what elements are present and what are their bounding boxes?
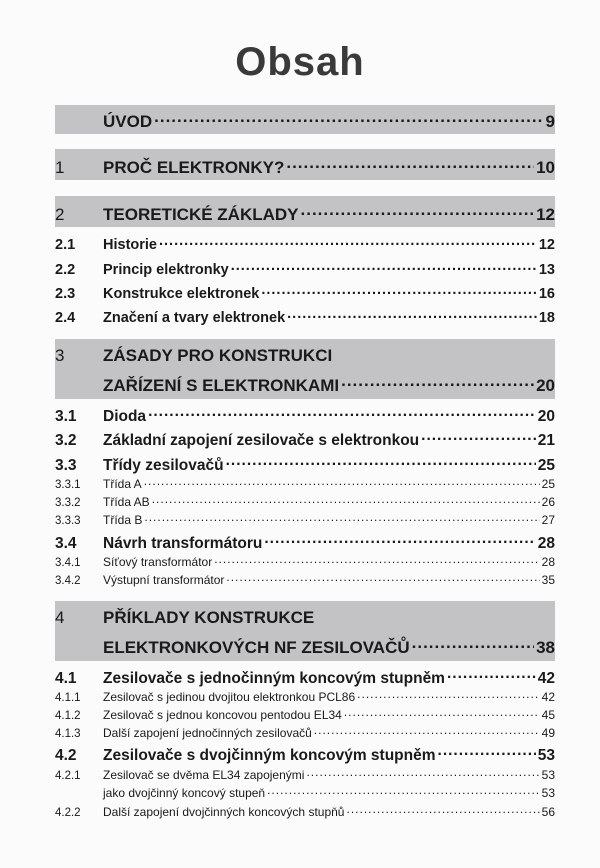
toc-entry-3-3-2[interactable]	[55, 494, 555, 509]
entry-number: 2.1	[55, 236, 76, 253]
entry-number: 3.4.1	[55, 557, 81, 569]
leader-dots	[438, 744, 536, 760]
entry-number: 4.1.1	[55, 692, 81, 704]
entry-label: TEORETICKÉ ZÁKLADY	[103, 205, 299, 224]
entry-label: Návrh transformátoru	[103, 534, 263, 552]
entry-number: 3.1	[55, 407, 77, 425]
entry-number: 3.4.2	[55, 575, 81, 587]
entry-number: 4.2.2	[55, 807, 81, 819]
entry-number: 3.4	[55, 534, 77, 552]
entry-page: 18	[538, 309, 555, 326]
toc-entry-4-1-1[interactable]	[55, 689, 555, 704]
leader-dots	[447, 667, 536, 683]
entry-number: 4	[55, 608, 65, 627]
entry-page: 20	[537, 407, 555, 425]
leader-dots	[152, 494, 540, 506]
toc-entry-4-1[interactable]	[55, 667, 555, 688]
leader-dots	[226, 454, 536, 470]
toc-entry-4[interactable]	[55, 636, 555, 658]
toc-entry-1[interactable]	[55, 156, 555, 178]
leader-dots	[412, 636, 534, 653]
entry-label: Zesilovače s jednočinným koncovým stupněm	[103, 669, 445, 687]
page-title: Obsah	[235, 40, 365, 84]
leader-dots	[346, 804, 539, 816]
toc-entry-2-3[interactable]	[55, 283, 555, 302]
entry-label: Třída A	[103, 477, 142, 491]
entry-label: ELEKTRONKOVÝCH NF ZESILOVAČŮ	[103, 638, 410, 657]
entry-page: 38	[536, 638, 555, 657]
toc-entry-3-3-1[interactable]	[55, 476, 555, 491]
entry-number: 4.2	[55, 746, 77, 764]
entry-number: 4.1.3	[55, 728, 81, 740]
toc-entry-3-line1	[55, 346, 555, 366]
entry-page: 28	[541, 555, 555, 569]
leader-dots	[344, 707, 540, 719]
entry-page: 45	[541, 708, 555, 722]
entry-number: 2.3	[55, 285, 76, 302]
entry-number: 3	[55, 346, 65, 365]
toc-entry-2[interactable]	[55, 203, 555, 225]
entry-label: Další zapojení dvojčinných koncových stupňů	[103, 805, 345, 819]
entry-page: 12	[536, 205, 555, 224]
toc-entry-4-line1	[55, 608, 555, 628]
entry-page: 20	[536, 376, 555, 395]
toc-entry-3-1[interactable]	[55, 405, 555, 426]
toc-entry-2-1[interactable]	[55, 234, 555, 253]
entry-page: 10	[536, 158, 555, 177]
entry-label-line1: ZÁSADY PRO KONSTRUKCI	[103, 346, 333, 365]
toc-entry-3-3-3[interactable]	[55, 512, 555, 527]
entry-page: 28	[537, 534, 555, 552]
entry-label-line1: Zesilovač se dvěma EL34 zapojenými	[103, 768, 305, 782]
entry-page: 13	[538, 261, 555, 278]
entry-page: 12	[538, 236, 555, 253]
entry-label: Historie	[103, 236, 157, 253]
entry-label-line1: PŘÍKLADY KONSTRUKCE	[103, 608, 315, 627]
toc-entry-4-1-2[interactable]	[55, 707, 555, 722]
leader-dots	[264, 532, 535, 548]
entry-label: Další zapojení jednočinných zesilovačů	[103, 726, 312, 740]
entry-label: Zesilovač s jednou koncovou pentodou EL34	[103, 708, 342, 722]
leader-dots	[287, 307, 537, 322]
leader-dots	[231, 259, 537, 274]
entry-label: PROČ ELEKTRONKY?	[103, 158, 285, 177]
entry-page: 56	[541, 805, 555, 819]
entry-label: ZAŘÍZENÍ S ELEKTRONKAMI	[103, 376, 340, 395]
entry-number: 3.3.2	[55, 497, 81, 509]
leader-dots	[159, 234, 537, 249]
entry-page: 27	[541, 513, 555, 527]
leader-dots	[357, 689, 539, 701]
leader-dots	[214, 554, 539, 566]
entry-number: 3.3.3	[55, 515, 81, 527]
toc-entry-3-3[interactable]	[55, 454, 555, 475]
toc-entry-4-2[interactable]	[55, 744, 555, 765]
entry-label: Třída B	[103, 513, 143, 527]
entry-label: ÚVOD	[103, 112, 153, 131]
entry-page: 53	[541, 786, 555, 800]
entry-number: 2	[55, 205, 65, 224]
entry-label: jako dvojčinný koncový stupeň	[103, 786, 266, 800]
leader-dots	[148, 405, 536, 421]
entry-page: 42	[541, 690, 555, 704]
entry-label: Zesilovač s jedinou dvojitou elektronkou PCL86	[103, 690, 356, 704]
entry-page: 42	[537, 669, 555, 687]
toc-entry-2-2[interactable]	[55, 259, 555, 278]
leader-dots	[421, 429, 536, 445]
leader-dots	[154, 110, 543, 127]
toc-entry-3-4-1[interactable]	[55, 554, 555, 569]
entry-number: 2.2	[55, 261, 76, 278]
entry-page: 25	[541, 477, 555, 491]
leader-dots	[286, 156, 534, 173]
entry-label: Dioda	[103, 407, 147, 425]
entry-label: Třídy zesilovačů	[103, 456, 224, 474]
entry-number: 4.1.2	[55, 710, 81, 722]
toc-entry-4-1-3[interactable]	[55, 725, 555, 740]
leader-dots	[301, 203, 535, 220]
entry-number: 4.1	[55, 669, 77, 687]
entry-label: Třída AB	[103, 495, 150, 509]
entry-page: 35	[541, 573, 555, 587]
entry-label: Zesilovače s dvojčinným koncovým stupněm	[103, 746, 436, 764]
entry-number: 3.3.1	[55, 479, 81, 491]
entry-page: 53	[537, 746, 555, 764]
entry-page-line1: 53	[541, 768, 555, 782]
leader-dots	[226, 572, 539, 584]
toc-entry-3-2[interactable]	[55, 429, 555, 450]
leader-dots	[267, 785, 540, 797]
entry-label: Konstrukce elektronek	[103, 285, 260, 302]
leader-dots	[261, 283, 537, 298]
entry-number: 3.3	[55, 456, 77, 474]
toc-entry-3[interactable]	[55, 374, 555, 396]
leader-dots	[144, 512, 539, 524]
toc-entry-3-4-2[interactable]	[55, 572, 555, 587]
toc-entry-4-2-1[interactable]	[55, 785, 555, 800]
leader-dots	[341, 374, 534, 391]
leader-dots	[144, 476, 540, 488]
toc-entry-uvod[interactable]	[55, 110, 555, 132]
entry-label: Základní zapojení zesilovače s elektronkou	[103, 431, 420, 449]
entry-page: 49	[541, 726, 555, 740]
entry-number: 4.2.1	[55, 770, 81, 782]
entry-label: Princip elektronky	[103, 261, 229, 278]
leader-dots	[306, 767, 539, 779]
entry-number: 1	[55, 158, 65, 177]
toc-entry-2-4[interactable]	[55, 307, 555, 326]
entry-page: 16	[538, 285, 555, 302]
entry-page: 26	[541, 495, 555, 509]
entry-page: 25	[537, 456, 555, 474]
entry-number: 3.2	[55, 431, 77, 449]
toc-entry-4-2-2[interactable]	[55, 804, 555, 819]
toc-entry-3-4[interactable]	[55, 532, 555, 553]
leader-dots	[314, 725, 540, 737]
entry-label: Značení a tvary elektronek	[103, 309, 286, 326]
entry-label: Síťový transformátor	[103, 555, 213, 569]
entry-page: 21	[537, 431, 555, 449]
entry-page: 9	[545, 112, 555, 131]
entry-label: Výstupní transformátor	[103, 573, 225, 587]
entry-number: 2.4	[55, 309, 76, 326]
toc-entry-4-2-1-line1[interactable]	[55, 767, 555, 782]
